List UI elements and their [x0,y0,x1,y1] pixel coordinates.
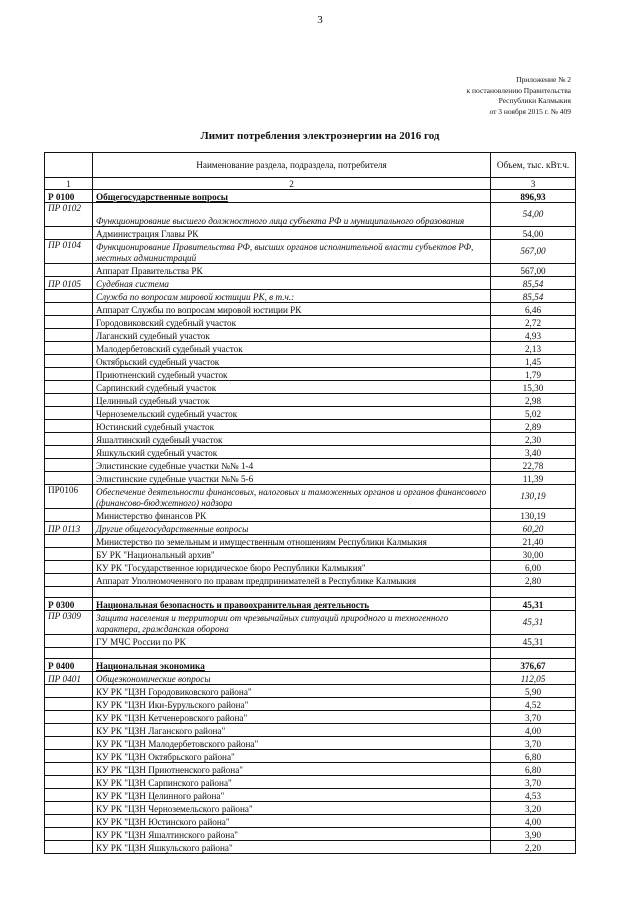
row-name: Элистинские судебные участки №№ 5-6 [93,472,491,485]
row-code: ПР 0104 [45,240,93,264]
row-value: 5,90 [491,685,576,698]
row-code [45,316,93,329]
row-value: 4,00 [491,724,576,737]
row-name: КУ РК "ЦЗН Ики-Бурульского района" [93,698,491,711]
row-name: КУ РК "ЦЗН Юстинского района" [93,815,491,828]
row-value: 85,54 [491,290,576,303]
row-value: 2,20 [491,841,576,854]
table-row [45,659,576,672]
row-value: 54,00 [491,203,576,227]
numbering-cell: 1 [45,178,93,190]
table-row [45,561,576,574]
row-value: 130,19 [491,485,576,509]
row-name: Общегосударственные вопросы [93,190,491,203]
row-value: 54,00 [491,227,576,240]
table-row [45,802,576,815]
table-row [45,750,576,763]
table-row [45,485,576,509]
row-value: 5,02 [491,407,576,420]
table-row [45,815,576,828]
row-value: 4,53 [491,789,576,802]
header-name: Наименование раздела, подраздела, потребителя [93,153,491,178]
table-row [45,611,576,635]
row-value: 567,00 [491,240,576,264]
table-row [45,277,576,290]
row-code [45,342,93,355]
row-name: КУ РК "ЦЗН Октябрьского района" [93,750,491,763]
row-code [45,548,93,561]
table-row [45,433,576,446]
row-name: КУ РК "ЦЗН Яшкульского района" [93,841,491,854]
row-code [45,446,93,459]
row-value: 3,90 [491,828,576,841]
row-value: 3,70 [491,737,576,750]
page-number: 3 [317,14,323,26]
numbering-cell: 2 [93,178,491,190]
row-name: Юстинский судебный участок [93,420,491,433]
row-code [45,472,93,485]
row-name: КУ РК "ЦЗН Кетченеровского района" [93,711,491,724]
row-value: 6,80 [491,763,576,776]
row-name: Черноземельский судебный участок [93,407,491,420]
table-row [45,737,576,750]
row-value: 1,79 [491,368,576,381]
row-value: 11,39 [491,472,576,485]
row-name: Общеэкономические вопросы [93,672,491,685]
row-name: Аппарат Уполномоченного по правам предпринимателей в Республике Калмыкия [93,574,491,587]
row-value: 6,00 [491,561,576,574]
row-name: КУ РК "ЦЗН Сарпинского района" [93,776,491,789]
row-value: 3,70 [491,711,576,724]
header-volume: Объем, тыс. кВт.ч. [491,153,576,178]
table-row [45,342,576,355]
row-code [45,368,93,381]
row-name: Яшкульский судебный участок [93,446,491,459]
row-value: 30,00 [491,548,576,561]
row-name: Защита населения и территории от чрезвычайных ситуаций природного и техногенного характера, гражданская оборона [93,611,491,635]
row-value: 6,80 [491,750,576,763]
spacer-row [45,587,576,598]
row-value: 45,31 [491,611,576,635]
row-code [45,394,93,407]
row-value: 567,00 [491,264,576,277]
table-row [45,711,576,724]
row-value: 2,89 [491,420,576,433]
row-name: КУ РК "ЦЗН Лаганского района" [93,724,491,737]
table-row [45,316,576,329]
row-value: 45,31 [491,635,576,648]
row-code [45,355,93,368]
row-code [45,535,93,548]
table-row [45,776,576,789]
row-value: 21,40 [491,535,576,548]
table-row [45,635,576,648]
appendix-line: Республики Калмыкия [498,96,571,105]
row-code: ПР 0309 [45,611,93,635]
row-name: Национальная экономика [93,659,491,672]
row-value: 60,20 [491,522,576,535]
row-code [45,574,93,587]
row-name: Элистинские судебные участки №№ 1-4 [93,459,491,472]
row-value: 130,19 [491,509,576,522]
table-row [45,446,576,459]
row-value: 3,70 [491,776,576,789]
table-row [45,290,576,303]
appendix-line: к постановлению Правительства [466,85,571,95]
row-code [45,763,93,776]
row-code [45,776,93,789]
table-row [45,672,576,685]
table-row [45,598,576,611]
row-name: БУ РК "Национальный архив" [93,548,491,561]
table-row [45,522,576,535]
row-value: 2,13 [491,342,576,355]
row-code [45,828,93,841]
table-row [45,828,576,841]
row-name: Приютненский судебный участок [93,368,491,381]
row-name: Лаганский судебный участок [93,329,491,342]
row-code [45,303,93,316]
row-name: Аппарат Правительства РК [93,264,491,277]
numbering-cell: 3 [491,178,576,190]
table-row [45,394,576,407]
row-value: 22,78 [491,459,576,472]
appendix-line: Приложение № 2 [516,75,571,84]
row-name: Министерство по земельным и имущественным отношениям Республики Калмыкия [93,535,491,548]
row-name: КУ РК "ЦЗН Приютненского района" [93,763,491,776]
table-row [45,763,576,776]
table-row [45,355,576,368]
row-code [45,227,93,240]
row-value: 1,45 [491,355,576,368]
appendix-line: от 3 ноября 2015 г. № 409 [489,106,571,116]
row-code [45,635,93,648]
table-row [45,203,576,227]
table-header-row [45,153,576,178]
table-row [45,535,576,548]
table-row [45,509,576,522]
header-code [45,153,93,178]
table-row [45,329,576,342]
row-name: Министерство финансов РК [93,509,491,522]
table-row [45,459,576,472]
row-code: Р 0300 [45,598,93,611]
row-name: КУ РК "ЦЗН Яшалтинского района" [93,828,491,841]
row-code [45,433,93,446]
row-code [45,420,93,433]
row-code: Р 0100 [45,190,93,203]
row-name: Национальная безопасность и правоохранительная деятельность [93,598,491,611]
row-value: 4,52 [491,698,576,711]
table-row [45,472,576,485]
row-value: 45,31 [491,598,576,611]
limits-table [44,152,576,854]
row-code [45,264,93,277]
row-code [45,329,93,342]
row-value: 4,00 [491,815,576,828]
row-name: Обеспечение деятельности финансовых, налоговых и таможенных органов и органов финансового (финансово-бюджетного) надзора [93,485,491,509]
row-code [45,802,93,815]
table-row [45,190,576,203]
row-code [45,685,93,698]
row-value: 896,93 [491,190,576,203]
row-code [45,841,93,854]
row-value: 2,98 [491,394,576,407]
row-value: 2,72 [491,316,576,329]
table-row [45,420,576,433]
row-name: КУ РК "ЦЗН Городовиковского района" [93,685,491,698]
row-code [45,711,93,724]
row-name: Малодербетовский судебный участок [93,342,491,355]
row-code: Р 0400 [45,659,93,672]
row-code [45,561,93,574]
row-name: Яшалтинский судебный участок [93,433,491,446]
table-row [45,698,576,711]
table-row [45,841,576,854]
table-row [45,368,576,381]
table-row [45,227,576,240]
table-row [45,724,576,737]
appendix-block [467,75,571,117]
row-value: 15,30 [491,381,576,394]
row-code [45,789,93,802]
row-value: 112,05 [491,672,576,685]
row-code [45,290,93,303]
row-code [45,459,93,472]
row-code: ПР 0102 [45,203,93,227]
row-name: Октябрьский судебный участок [93,355,491,368]
row-code [45,509,93,522]
row-code: ПР 0113 [45,522,93,535]
row-code [45,381,93,394]
row-name: Судебная система [93,277,491,290]
row-code [45,724,93,737]
row-name: Другие общегосударственные вопросы [93,522,491,535]
row-name: Целинный судебный участок [93,394,491,407]
row-name: КУ РК "Государственное юридическое бюро Республики Калмыкия" [93,561,491,574]
row-code [45,737,93,750]
table-row [45,685,576,698]
spacer-row [45,648,576,659]
row-code [45,815,93,828]
row-name: ГУ МЧС России по РК [93,635,491,648]
row-value: 376,67 [491,659,576,672]
row-name: Функционирование высшего должностного лица субъекта РФ и муниципального образования [93,203,491,227]
row-value: 4,93 [491,329,576,342]
row-name: Сарпинский судебный участок [93,381,491,394]
row-code [45,750,93,763]
table-row [45,789,576,802]
table-row [45,574,576,587]
table-numbering-row [45,178,576,190]
row-value: 85,54 [491,277,576,290]
table-row [45,548,576,561]
row-value: 2,30 [491,433,576,446]
row-name: Служба по вопросам мировой юстиции РК, в т.ч.: [93,290,491,303]
row-name: Администрация Главы РК [93,227,491,240]
row-name: КУ РК "ЦЗН Черноземельского района" [93,802,491,815]
row-value: 3,20 [491,802,576,815]
row-code [45,407,93,420]
table-row [45,407,576,420]
row-code: ПР0106 [45,485,93,509]
row-name: Аппарат Службы по вопросам мировой юстиции РК [93,303,491,316]
row-value: 2,80 [491,574,576,587]
table-row [45,381,576,394]
row-value: 3,40 [491,446,576,459]
row-name: Городовиковский судебный участок [93,316,491,329]
row-code: ПР 0105 [45,277,93,290]
table-row [45,303,576,316]
row-code [45,698,93,711]
table-row [45,240,576,264]
document-title: Лимит потребления электроэнергии на 2016 год [200,130,440,142]
row-value: 6,46 [491,303,576,316]
row-code: ПР 0401 [45,672,93,685]
row-name: КУ РК "ЦЗН Малодербетовского района" [93,737,491,750]
table-row [45,264,576,277]
row-name: КУ РК "ЦЗН Целинного района" [93,789,491,802]
row-name: Функционирование Правительства РФ, высших органов исполнительной власти субъектов РФ, местных администраций [93,240,491,264]
